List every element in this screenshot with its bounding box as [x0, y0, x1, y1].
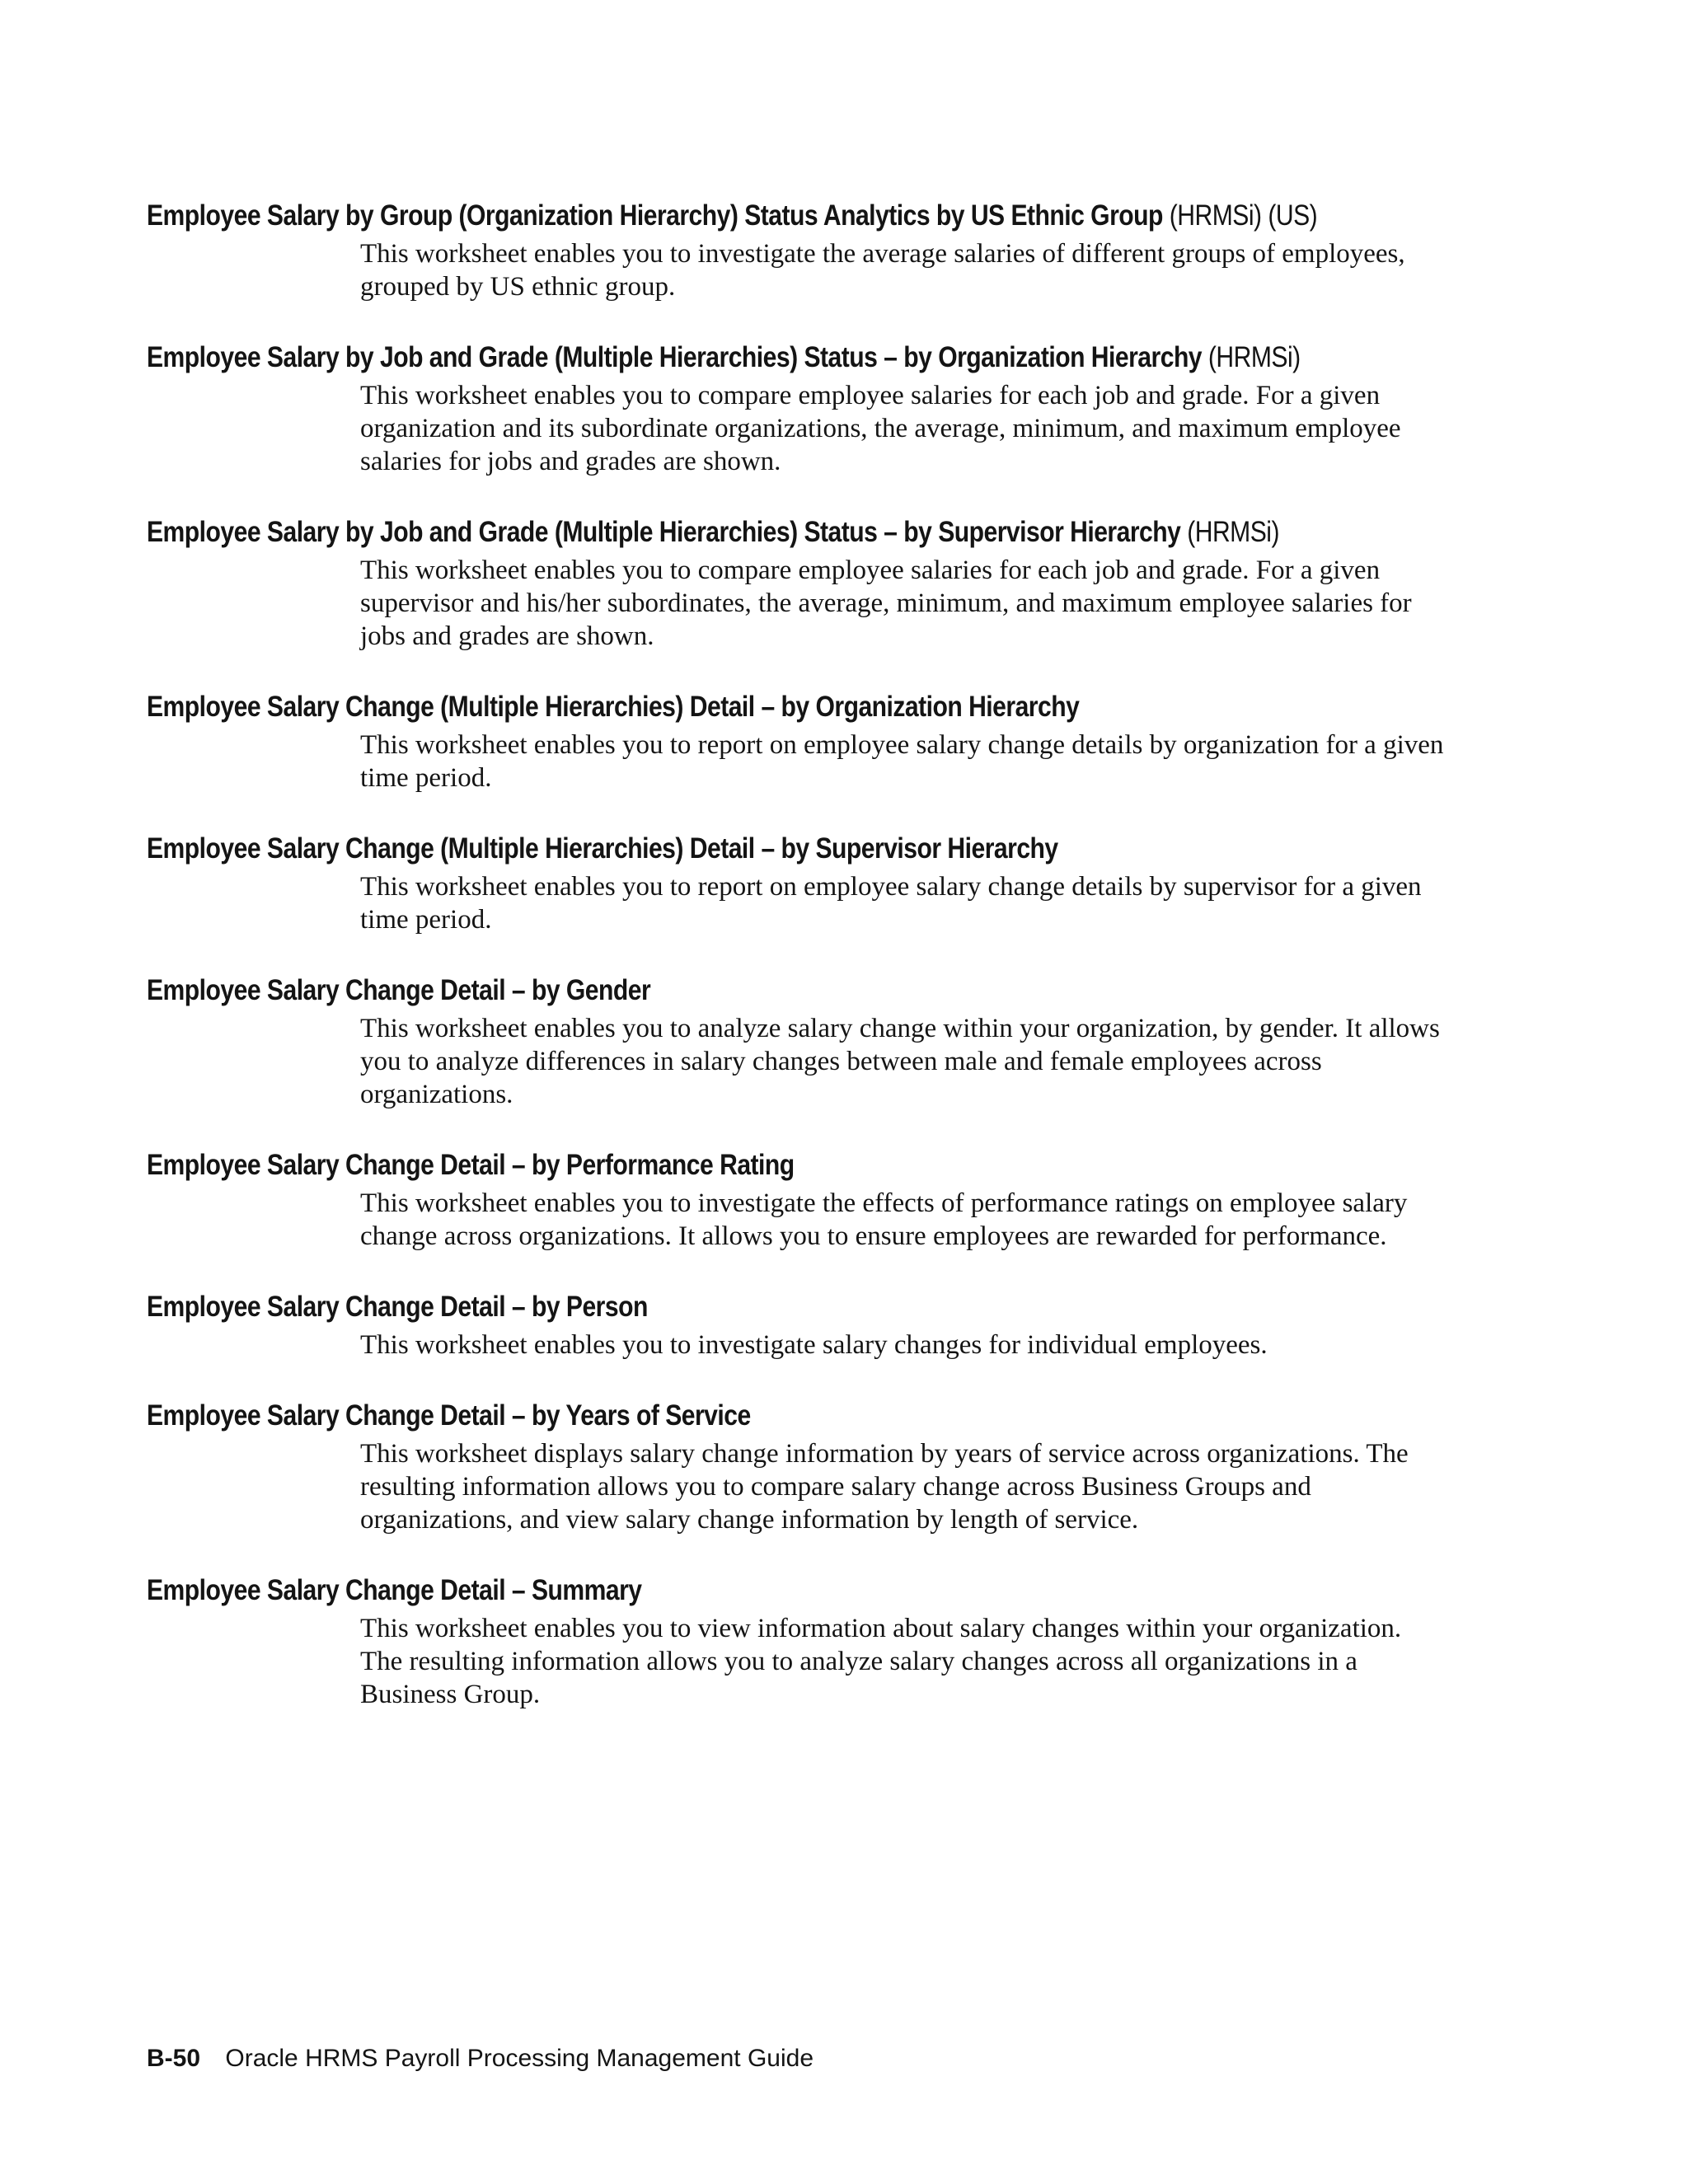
worksheet-entry [147, 340, 1449, 478]
worksheet-title [147, 198, 1318, 234]
worksheet-description: This worksheet enables you to analyze salary change within your organization, by gender. It allows you to analyze differences in salary changes between male and female employees across organizations. [360, 1014, 1440, 1109]
worksheet-description: This worksheet enables you to report on employee salary change details by supervisor for a given time period. [360, 872, 1422, 935]
worksheet-list [147, 198, 1449, 1747]
worksheet-description: This worksheet enables you to view information about salary changes within your organization. The resulting information allows you to analyze salary changes across all organizations in a Business Group. [360, 1614, 1402, 1709]
worksheet-entry [147, 831, 1449, 936]
worksheet-title-suffix: (HRMSi) [1180, 516, 1279, 548]
worksheet-title [147, 340, 1301, 376]
worksheet-title [147, 1147, 1267, 1183]
worksheet-description: This worksheet enables you to investigate the effects of performance ratings on employee salary change across organizations. It allows you to ensure employees are rewarded for performance. [360, 1188, 1408, 1251]
page-footer [147, 2044, 814, 2074]
worksheet-entry [147, 1572, 1449, 1711]
worksheet-title-text: Employee Salary Change Detail – by Years of Service [147, 1399, 751, 1432]
worksheet-title-text: Employee Salary by Job and Grade (Multiple Hierarchies) Status – by Organization Hierarchy [147, 341, 1203, 373]
worksheet-entry [147, 1398, 1449, 1536]
worksheet-entry [147, 972, 1449, 1111]
worksheet-entry [147, 1289, 1449, 1361]
worksheet-description: This worksheet displays salary change information by years of service across organizations. The resulting information allows you to compare salary change across Business Groups and organizations, and view salary change information by length of service. [360, 1439, 1409, 1535]
worksheet-title-text: Employee Salary Change (Multiple Hierarchies) Detail – by Supervisor Hierarchy [147, 832, 1058, 865]
worksheet-title-text: Employee Salary by Job and Grade (Multiple Hierarchies) Status – by Supervisor Hierarchy [147, 516, 1181, 548]
worksheet-title-text: Employee Salary Change Detail – by Gender [147, 974, 651, 1006]
worksheet-title-text: Employee Salary Change Detail – by Person [147, 1291, 648, 1323]
worksheet-title [147, 1398, 1267, 1434]
worksheet-title-text: Employee Salary by Group (Organization Hierarchy) Status Analytics by US Ethnic Group [147, 199, 1163, 232]
worksheet-title [147, 514, 1279, 551]
worksheet-description: This worksheet enables you to report on employee salary change details by organization for a given time period. [360, 730, 1444, 793]
worksheet-title-text: Employee Salary Change Detail – by Performance Rating [147, 1149, 795, 1181]
worksheet-title-text: Employee Salary Change Detail – Summary [147, 1574, 642, 1606]
worksheet-entry [147, 198, 1449, 303]
worksheet-entry [147, 1147, 1449, 1253]
worksheet-title-suffix: (HRMSi) (US) [1162, 199, 1318, 232]
worksheet-entry [147, 689, 1449, 794]
worksheet-description: This worksheet enables you to compare employee salaries for each job and grade. For a given supervisor and his/her subordinates, the average, minimum, and maximum employee salaries for jobs and grades are shown. [360, 555, 1412, 651]
worksheet-title [147, 1289, 1267, 1325]
worksheet-title [147, 972, 1267, 1009]
worksheet-title-suffix: (HRMSi) [1202, 341, 1301, 373]
worksheet-description: This worksheet enables you to investigate the average salaries of different groups of employees, grouped by US ethnic group. [360, 239, 1405, 302]
guide-title: Oracle HRMS Payroll Processing Management Guide [225, 2045, 814, 2072]
worksheet-title [147, 1572, 1267, 1609]
worksheet-title [147, 831, 1267, 867]
worksheet-title-text: Employee Salary Change (Multiple Hierarchies) Detail – by Organization Hierarchy [147, 691, 1080, 723]
worksheet-title [147, 689, 1267, 725]
worksheet-description: This worksheet enables you to compare employee salaries for each job and grade. For a given organization and its subordinate organizations, the average, minimum, and maximum employee salaries for jobs and grades are shown. [360, 381, 1401, 476]
worksheet-entry [147, 514, 1449, 653]
page-number: B-50 [147, 2045, 201, 2072]
worksheet-description: This worksheet enables you to investigate salary changes for individual employees. [360, 1330, 1268, 1360]
